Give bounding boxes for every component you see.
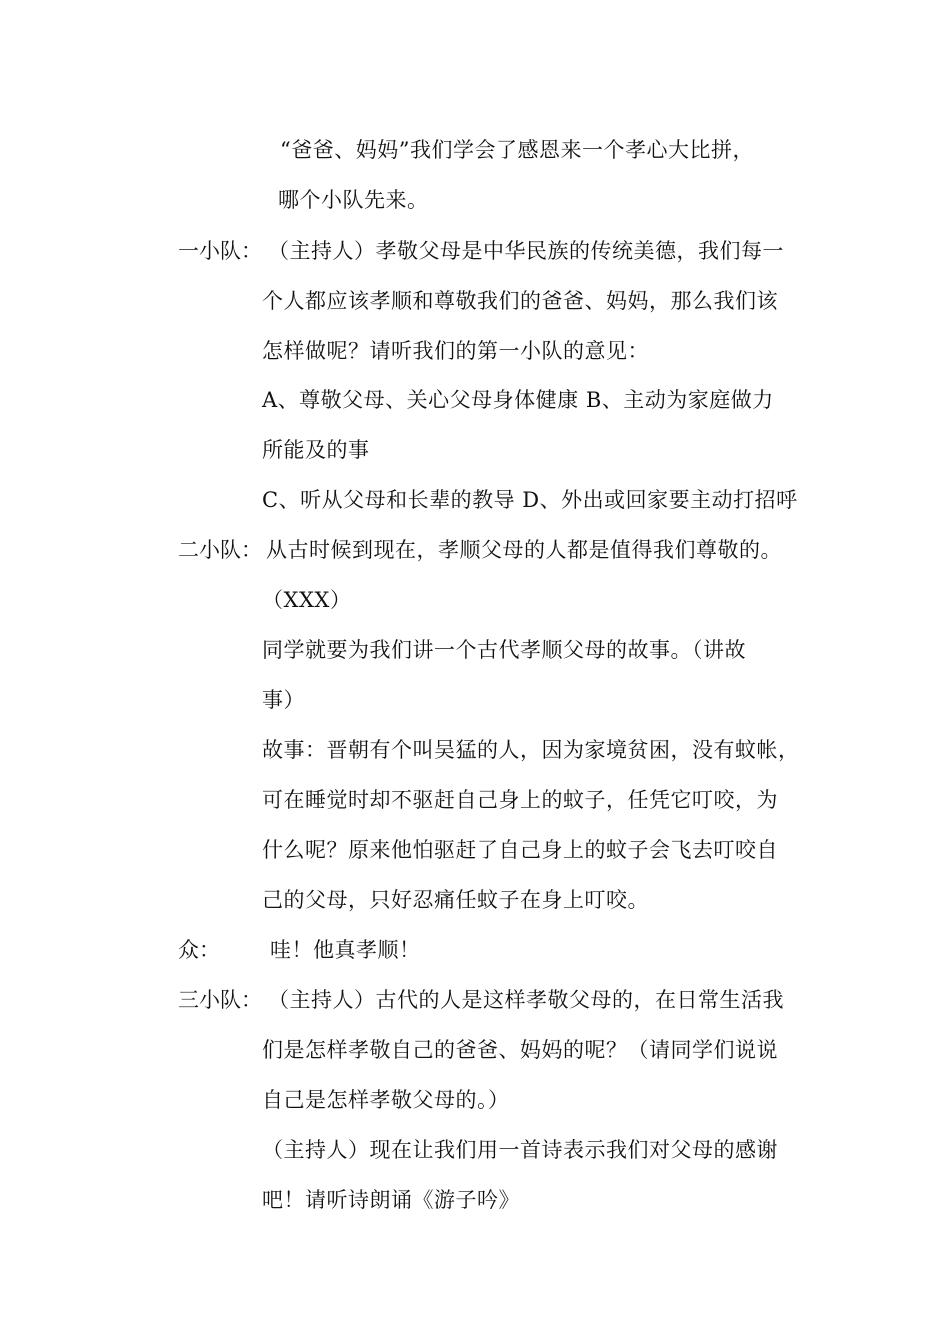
team-1-line: 所能及的事 bbox=[262, 438, 370, 462]
all-line: 哇！他真孝顺！ bbox=[270, 938, 421, 962]
speaker-team-2: 二小队： bbox=[178, 538, 262, 562]
team-3-line: 自己是怎样孝敬父母的。） bbox=[262, 1088, 510, 1112]
team-2-line: 可在睡觉时却不驱赶自己身上的蚊子，任凭它叮咬，为 bbox=[262, 788, 778, 812]
speaker-team-1: 一小队： bbox=[178, 239, 262, 263]
speaker-team-3: 三小队： bbox=[178, 988, 262, 1012]
team-2-line: 故事：晋朝有个叫吴猛的人，因为家境贫困，没有蚊帐， bbox=[262, 738, 800, 762]
intro-line-1: “爸爸、妈妈”我们学会了感恩来一个孝心大比拼， bbox=[280, 138, 754, 162]
team-2-line: 同学就要为我们讲一个古代孝顺父母的故事。（讲故 bbox=[262, 638, 746, 662]
team-3-line: 吧！请听诗朗诵《游子吟》 bbox=[262, 1188, 520, 1212]
team-1-line: 个人都应该孝顺和尊敬我们的爸爸、妈妈，那么我们该 bbox=[262, 289, 778, 313]
team-2-line: 己的父母，只好忍痛任蚊子在身上叮咬。 bbox=[262, 888, 649, 912]
team-2-line: 事） bbox=[262, 688, 305, 712]
team-1-line: 怎样做呢？请听我们的第一小队的意见： bbox=[262, 339, 649, 363]
team-3-first-line: （主持人）古代的人是这样孝敬父母的，在日常生活我 bbox=[268, 988, 784, 1012]
intro-line-2: 哪个小队先来。 bbox=[278, 188, 429, 212]
team-2-line: 什么呢？原来他怕驱赶了自己身上的蚊子会飞去叮咬自 bbox=[262, 838, 778, 862]
team-3-line: 们是怎样孝敬自己的爸爸、妈妈的呢？（请同学们说说 bbox=[262, 1038, 778, 1062]
team-2-first-line: 从古时候到现在，孝顺父母的人都是值得我们尊敬的。 bbox=[266, 538, 782, 562]
team-3-line: （主持人）现在让我们用一首诗表示我们对父母的感谢 bbox=[262, 1138, 778, 1162]
team-1-first-line: （主持人）孝敬父母是中华民族的传统美德，我们每一 bbox=[268, 239, 784, 263]
team-1-line: C、听从父母和长辈的教导 D、外出或回家要主动打招呼 bbox=[262, 488, 798, 512]
team-2-line: （XXX） bbox=[262, 588, 352, 612]
speaker-all: 众： bbox=[178, 938, 220, 962]
team-1-line: A、尊敬父母、关心父母身体健康 B、主动为家庭做力 bbox=[262, 388, 774, 412]
